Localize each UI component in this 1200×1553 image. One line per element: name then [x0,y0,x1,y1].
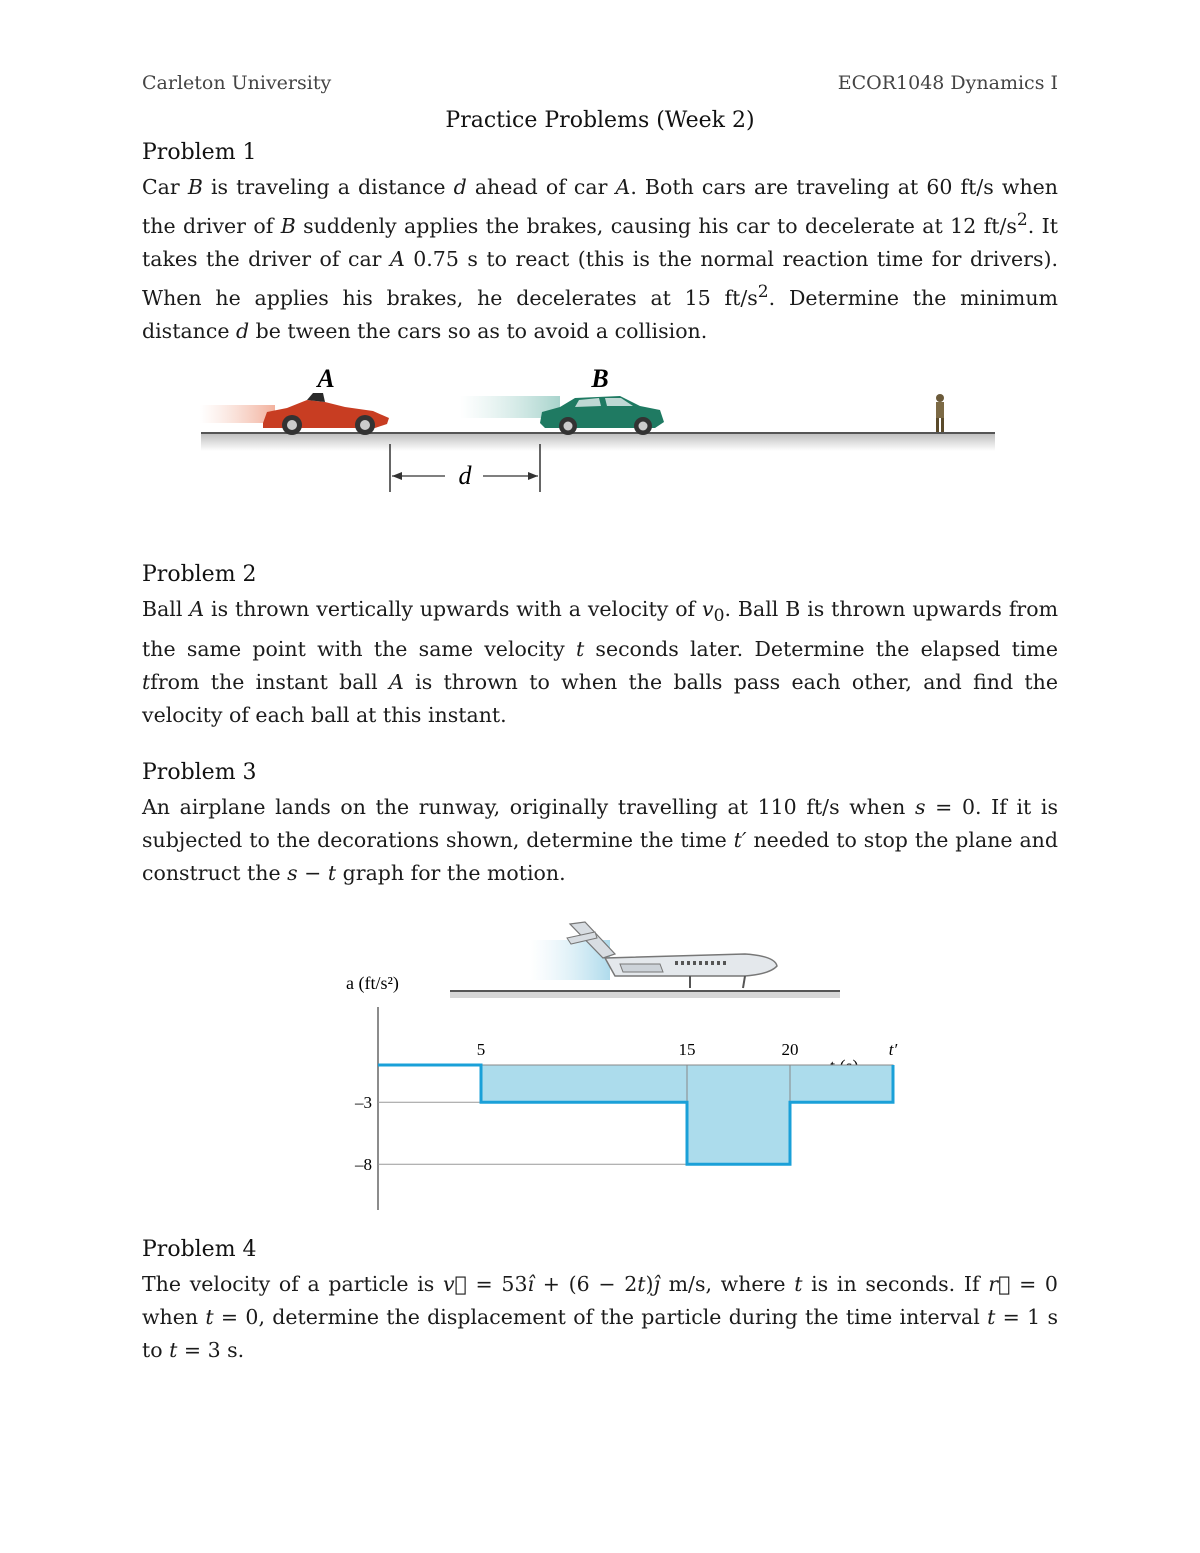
x-tick-label: 20 [781,1040,799,1059]
acceleration-segment [687,1065,790,1164]
acceleration-segment [481,1065,687,1102]
pedestrian-icon [936,394,944,432]
y-tick-label: –3 [355,1093,372,1113]
acceleration-segment [790,1065,893,1102]
problem-4-heading: Problem 4 [142,1237,257,1262]
problem-2-text: Ball A is thrown vertically upwards with a velocity of $v_0$. Ball B is thrown upwards from the same point with the same velocity t seconds later. Determine the elapsed time tfrom the instant ball A is thrown to when the balls pass each other, and find the velocity of each ball at this instant. [142,597,1059,728]
distance-label: d [458,461,472,490]
car-b-label: B [591,364,609,393]
problem-1-text: Car B is traveling a distance d ahead of car A. Both cars are traveling at 60 ft/s when the driver of B suddenly applies the brakes, causing his car to decelerate at 12 $ft/s^2$. It takes the driver of car A 0.75 s to react (this is the normal reaction time for drivers). When he applies his brakes, he decelerates at 15 $ft/s^2$. Determine the minimum distance d be tween the cars so as to avoid a collision. [142,175,1059,343]
x-tick-label: 15 [678,1040,696,1059]
car-a-label: A [317,364,335,393]
car-b-icon [460,396,664,435]
x-tick-label: t′ [888,1040,898,1059]
x-tick-label: 5 [476,1040,486,1059]
problem-3-text: An airplane lands on the runway, originally travelling at 110 ft/s when s = 0. If it is subjected to the decorations shown, determine the time t′ needed to stop the plane and construct the s − t graph for the motion. [142,795,1059,885]
y-tick-label: –8 [355,1155,372,1175]
problem-2-heading: Problem 2 [142,562,257,587]
problem-1-heading: Problem 1 [142,140,257,165]
acceleration-chart [330,965,898,1225]
problem-1-figure [195,360,1000,500]
problem-3-heading: Problem 3 [142,760,257,785]
y-axis-label: a (ft/s²) [346,973,399,993]
page-title: Practice Problems (Week 2) [445,108,755,133]
car-a-icon [200,393,389,435]
problem-4-text: The velocity of a particle is v⃗ = 53î + (6 − 2t)ĵ m/s, where t is in seconds. If r⃗ = 0 when t = 0, determine the displacement of the particle during the time interval t = 1 s to t = 3 s. [142,1272,1058,1362]
header-course: ECOR1048 Dynamics I [837,72,1058,94]
header-institution: Carleton University [142,72,332,94]
